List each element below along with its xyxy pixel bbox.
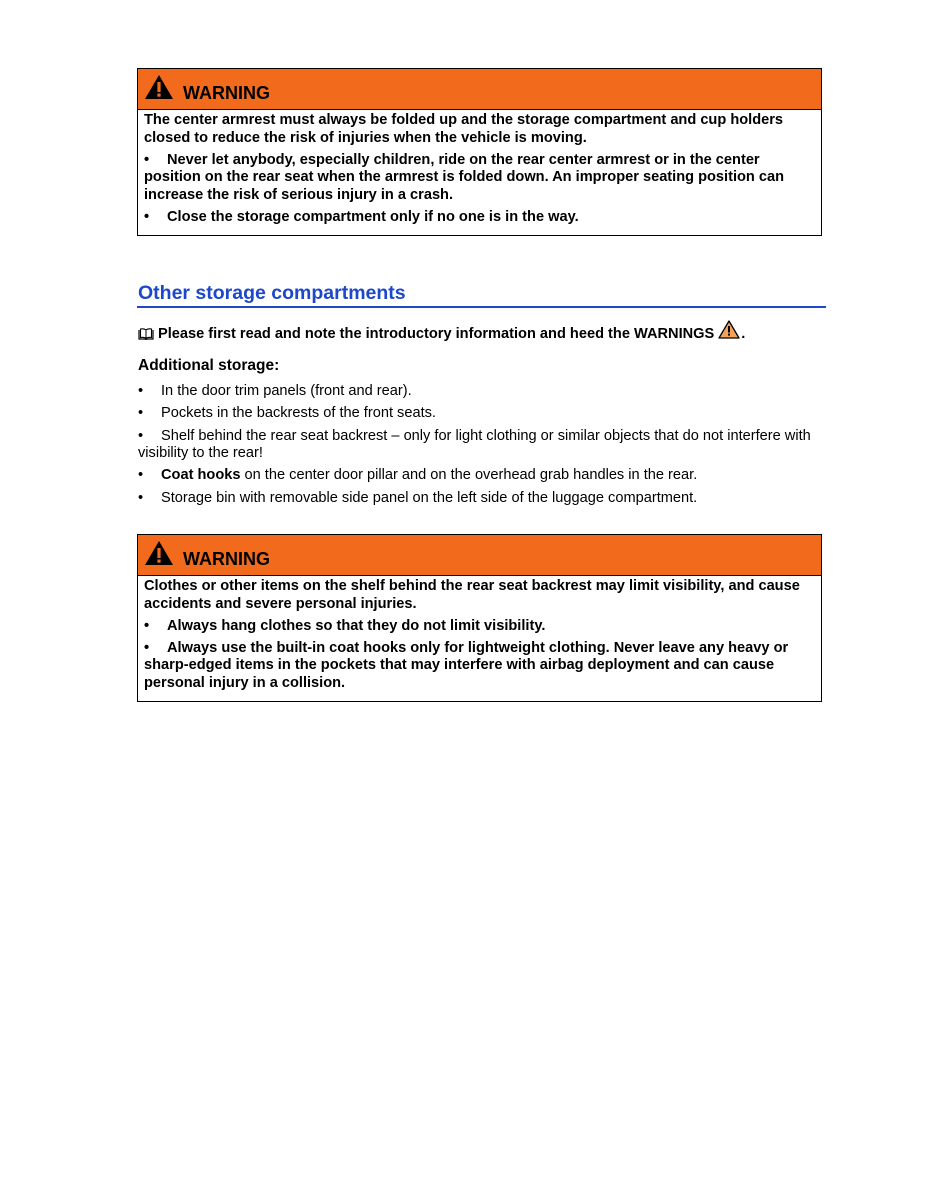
section-divider	[137, 306, 826, 308]
coat-hooks-term: Coat hooks	[161, 467, 241, 484]
list-item: • In the door trim panels (front and rear).	[138, 383, 412, 399]
warning-triangle-icon	[144, 74, 174, 100]
warning-title: WARNING	[183, 548, 270, 569]
warning-bullet: • Never let anybody, especially children, ride on the rear center armrest or in the center position on the rear seat when the armrest is folded down. An improper seating position can increase the risk of serious injury in a crash.	[144, 151, 785, 203]
subheading-additional-storage: Additional storage:	[138, 357, 280, 374]
warning-body	[138, 576, 821, 701]
warning-title: WARNING	[183, 82, 270, 103]
warning-header	[138, 69, 821, 110]
section-title: Other storage compartments	[138, 282, 406, 304]
warning-bullet: • Close the storage compartment only if no one is in the way.	[144, 208, 579, 225]
list-item: • Pockets in the backrests of the front seats.	[138, 405, 436, 422]
list-item: • Shelf behind the rear seat backrest – only for light clothing or similar objects that do not interfere with visibility to the rear!	[138, 427, 811, 462]
warning-lead: Clothes or other items on the shelf behind the rear seat backrest may limit visibility, and cause accidents and severe personal injuries.	[144, 578, 800, 612]
warning-body	[138, 110, 821, 235]
warning-box-visibility	[137, 534, 822, 702]
storage-list	[138, 383, 818, 512]
book-icon	[138, 328, 154, 340]
warning-header	[138, 535, 821, 576]
intro-text: Please first read and note the introductory information and heed the WARNINGS	[158, 325, 715, 342]
intro-end: .	[741, 325, 746, 342]
warning-triangle-icon	[144, 540, 174, 566]
intro-note	[138, 324, 745, 343]
warning-triangle-icon	[718, 320, 740, 339]
warning-bullet: • Always use the built-in coat hooks only for lightweight clothing. Never leave any heavy or sharp-edged items in the pockets that may interfere with airbag deployment and can cause personal injury in a collision.	[144, 639, 789, 691]
list-item: • Coat hooks on the center door pillar and on the overhead grab handles in the rear.	[138, 467, 698, 484]
list-item: • Storage bin with removable side panel on the left side of the luggage compartment.	[138, 489, 698, 506]
warning-lead: The center armrest must always be folded up and the storage compartment and cup holders closed to reduce the risk of injuries when the vehicle is moving.	[144, 112, 784, 146]
warning-box-armrest	[137, 68, 822, 236]
warning-bullet: • Always hang clothes so that they do not limit visibility.	[144, 617, 546, 634]
